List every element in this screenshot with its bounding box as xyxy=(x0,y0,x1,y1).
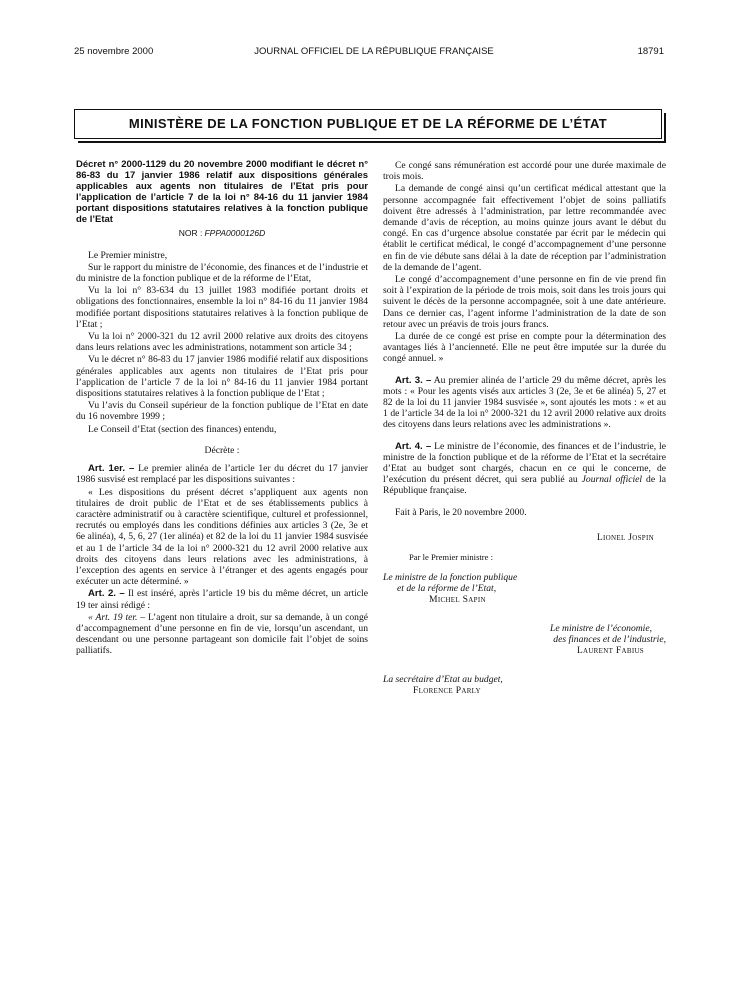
article-3-text: Au premier alinéa de l’article 29 du même décret, après les mots : « Pour les agents visés aux articles 3 (2e, 3e et 6e alinéa) 5, 27 et 82 de la loi du 11 janvier 1984 susvisée », sont ajoutés les mots : « et au 1 de l’article 34 de la loi n° 2000-321 du 12 avril 2000 relative aux droits des citoyens dans leurs relations avec les administrations ». xyxy=(383,374,666,431)
article-4-label: Art. 4. – xyxy=(395,440,432,452)
left-column xyxy=(76,160,368,658)
paragraph-anciennete: La durée de ce congé est prise en compte pour la détermination des avantages liés à l’ancienneté. Elle ne peut être imputée sur la durée du congé annuel. » xyxy=(383,331,666,365)
visa-loi-83-634: Vu la loi n° 83-634 du 13 juillet 1983 modifiée portant droits et obligations des fonctionnaires, ensemble la loi n° 84-16 du 11 janvier 1984 modifiée portant dispositions statutaires relatives à la fonction publique de l’Etat ; xyxy=(76,285,368,330)
article-4-text-after: de la République française. xyxy=(383,474,666,497)
minister-fp-title-line-2: et de la réforme de l’Etat, xyxy=(397,582,497,594)
header-date: 25 novembre 2000 xyxy=(74,46,154,57)
article-2 xyxy=(76,588,368,610)
visa-conseil-etat: Le Conseil d’Etat (section des finances) entendu, xyxy=(88,423,277,435)
article-4 xyxy=(383,441,666,497)
paragraph-duree: Ce congé sans rémunération est accordé pour une durée maximale de trois mois. xyxy=(383,160,666,183)
journal-officiel-name: Journal officiel xyxy=(581,474,643,486)
ministry-banner xyxy=(74,109,662,139)
article-4-text-before: Le ministre de l’économie, des finances et de l’industrie, le ministre de la fonction publique et de la réforme de l’Etat et la secrétaire d’Etat au budget sont chargés, chacun en ce qui le concerne, de l’exécution du présent décret, qui sera publié au xyxy=(383,440,666,486)
secretary-title: La secrétaire d’Etat au budget, xyxy=(383,673,503,685)
nor-reference xyxy=(76,228,368,239)
article-1-quote: « Les dispositions du présent décret s’appliquent aux agents non titulaires de droit public de l’Etat et de ses établissements publics à caractère administratif ou à caractère scientifique, culturel et professionnel, recrutés ou employés dans les conditions définies aux articles 3 (2e, 3e et 6e alinéa), 4, 5, 6, 27 (1er alinéa) et 82 de la loi du 11 janvier 1984 susvisée et au 1 de l’article 34 de la loi n° 2000-321 du 12 avril 2000 relative aux droits des citoyens dans leurs relations avec les administrations, à l’exception des agents en service à l’étranger et des agents engagés pour exécuter un acte déterminé. » xyxy=(76,486,368,588)
visa-decret-86-83: Vu le décret n° 86-83 du 17 janvier 1986 modifié relatif aux dispositions générales applicables aux agents non titulaires de l’Etat pris pour l’application de l’article 7 de la loi n° 84-16 du 11 janvier 1984 portant dispositions statutaires relatives à la fonction publique de l’Etat ; xyxy=(76,354,368,400)
paragraph-demande: La demande de congé ainsi qu’un certificat médical attestant que la personne accompagnée fait effectivement l’objet de soins palliatifs doivent être adressés à l’administration, par lettre recommandée avec demande d’avis de réception, au moins quinze jours avant le début du congé. En cas d’urgence absolue constatée par écrit par le médecin qui établit le certificat médical, le congé d’accompagnement d’une personne en fin de vie débute sans délai à la date de réception par l’administration de la demande de l’agent. xyxy=(383,183,666,273)
visa-premier-ministre: Le Premier ministre, xyxy=(88,249,168,261)
visa-avis-conseil: Vu l’avis du Conseil supérieur de la fonction publique de l’Etat en date du 16 novembre 1999 ; xyxy=(76,400,368,423)
article-19-ter-label: « Art. 19 ter. – xyxy=(88,611,146,623)
article-2-text: Il est inséré, après l’article 19 bis du même décret, un article 19 ter ainsi rédigé : xyxy=(76,588,368,611)
visa-rapport: Sur le rapport du ministre de l’économie, des finances et de l’industrie et du ministre de la fonction publique et de la réforme de l’Etat, xyxy=(76,261,368,285)
signature-block xyxy=(383,507,666,696)
minister-eco-title-line-1: Le ministre de l’économie, xyxy=(550,622,652,634)
article-1 xyxy=(76,463,368,485)
article-19-ter xyxy=(76,612,368,657)
nor-code: FPPA0000126D xyxy=(204,228,266,239)
article-1-label: Art. 1er. – xyxy=(88,463,135,475)
article-19-ter-text: L’agent non titulaire a droit, sur sa demande, à un congé d’accompagnement d’une personne en fin de vie, lorsqu’un ascendant, un descendant ou une personne partageant son domicile fait l’objet de soins palliatifs. xyxy=(76,611,368,657)
by-prime-minister: Par le Premier ministre : xyxy=(409,551,494,562)
minister-eco-title-line-2: des finances et de l’industrie, xyxy=(553,633,666,645)
ministry-banner-title: MINISTÈRE DE LA FONCTION PUBLIQUE ET DE LA RÉFORME DE L’ÉTAT xyxy=(128,116,608,131)
signatory-name: Lionel Jospin xyxy=(596,531,654,543)
minister-fp-title-line-1: Le ministre de la fonction publique xyxy=(383,571,518,583)
visa-loi-2000-321: Vu la loi n° 2000-321 du 12 avril 2000 relative aux droits des citoyens dans leurs relations avec les administrations, notamment son article 34 ; xyxy=(76,331,368,354)
secretary-name: Florence Parly xyxy=(413,684,481,696)
minister-fp-name: Michel Sapin xyxy=(429,593,486,605)
header-journal-title: JOURNAL OFFICIEL DE LA RÉPUBLIQUE FRANÇAISE xyxy=(254,46,494,57)
place-date: Fait à Paris, le 20 novembre 2000. xyxy=(395,506,527,518)
article-2-label: Art. 2. – xyxy=(88,588,125,600)
article-3-label: Art. 3. – xyxy=(395,374,432,386)
header-page-number: 18791 xyxy=(637,46,664,57)
nor-label: NOR : xyxy=(178,228,203,239)
minister-eco-name: Laurent Fabius xyxy=(576,644,644,656)
article-1-text: Le premier alinéa de l’article 1er du décret du 17 janvier 1986 susvisé est remplacé par les dispositions suivantes : xyxy=(76,463,368,486)
paragraph-fin-conge: Le congé d’accompagnement d’une personne en fin de vie prend fin soit à l’expiration de la période de trois mois, soit dans les trois jours qui suivent le décès de la personne accompagnée, soit à une date antérieure. Dans ce dernier cas, l’agent informe l’administration de la date de son retour avec un préavis de trois jours francs. xyxy=(383,274,666,330)
decree-title: Décret n° 2000-1129 du 20 novembre 2000 modifiant le décret n° 86-83 du 17 janvier 1986 relatif aux dispositions générales applicables aux agents non titulaires de l’Etat pris pour l’application de l’article 7 de la loi n° 84-16 du 11 janvier 1984 portant dispositions statutaires relatives à la fonction publique de l’Etat xyxy=(76,159,368,225)
right-column xyxy=(383,160,666,696)
decrete-heading: Décrète : xyxy=(204,444,240,456)
article-3 xyxy=(383,375,666,431)
